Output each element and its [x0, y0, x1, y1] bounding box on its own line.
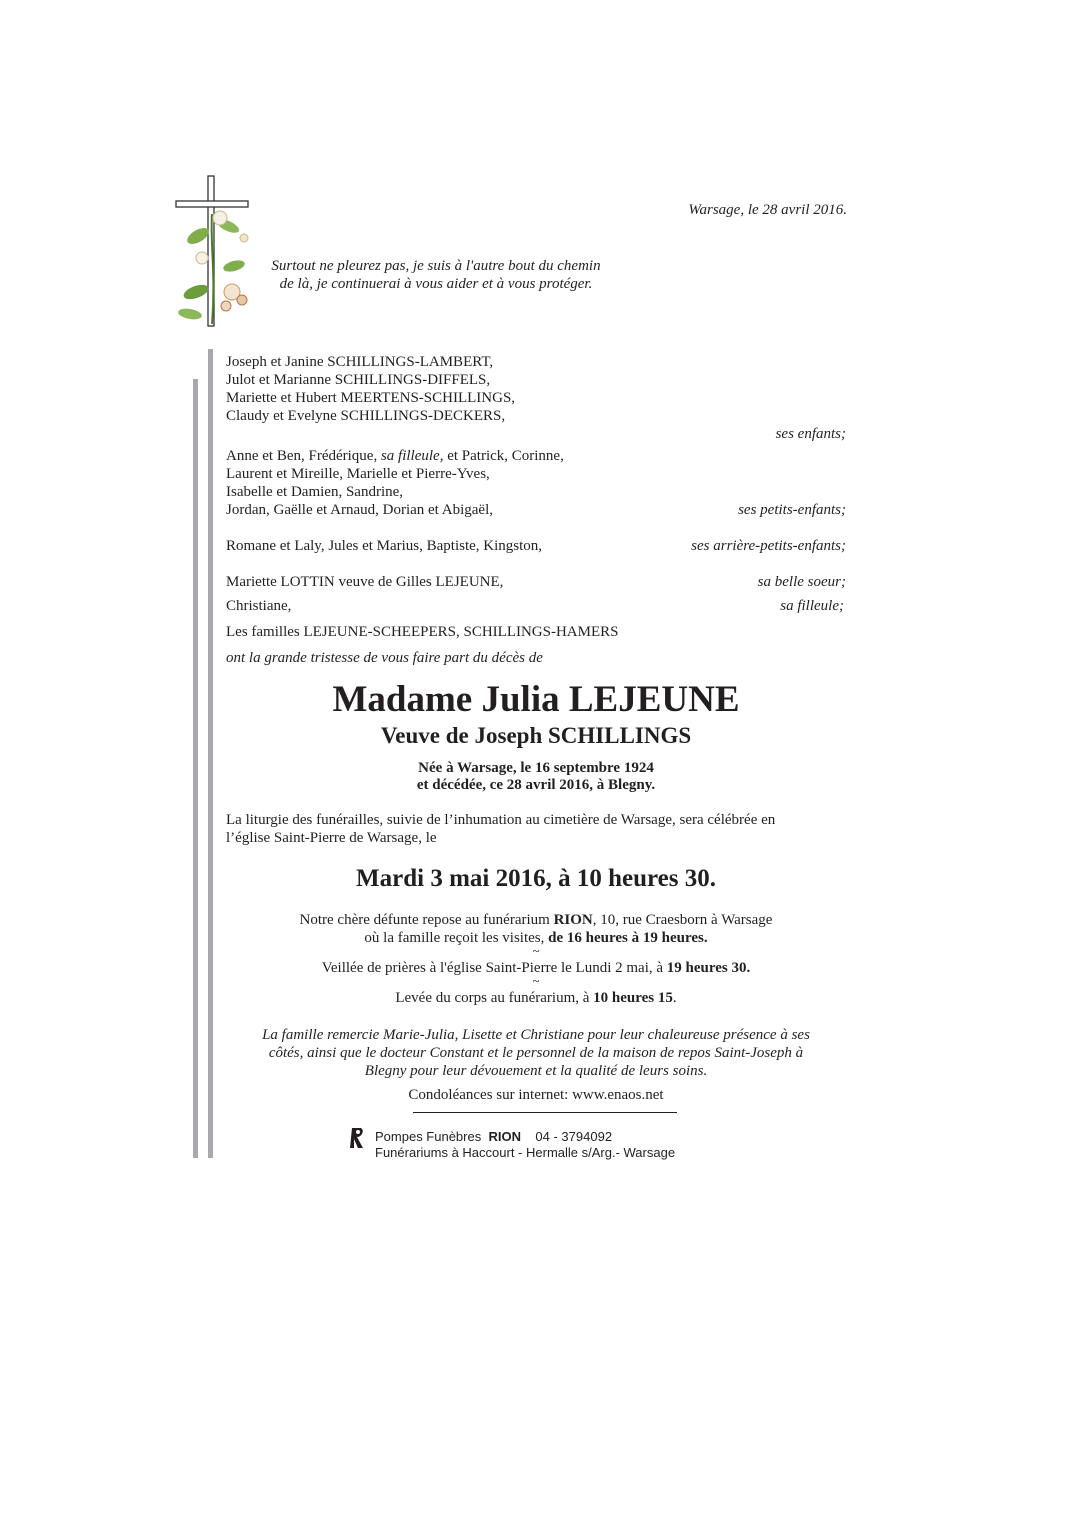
decorative-bar-inner — [208, 349, 213, 1158]
condolences-line: Condoléances sur internet: www.enaos.net — [408, 1087, 664, 1103]
funeral-home-label: Pompes Funèbres — [375, 1129, 482, 1144]
grandchild-line-4: Jordan, Gaëlle et Arnaud, Dorian et Abigaël, — [226, 502, 493, 518]
great-grandchildren-relation: ses arrière-petits-enfants; — [691, 538, 846, 554]
liturgy-line-2: l’église Saint-Pierre de Warsage, le — [226, 830, 437, 846]
quote-line-1: Surtout ne pleurez pas, je suis à l'autre bout du chemin — [271, 258, 601, 274]
sister-in-law-line: Mariette LOTTIN veuve de Gilles LEJEUNE, — [226, 574, 504, 590]
funeral-home-logo-icon — [349, 1127, 366, 1149]
visitation-hours-label: où la famille reçoit les visites, — [364, 930, 549, 946]
divider — [413, 1112, 677, 1113]
children-relation: ses enfants; — [775, 426, 846, 442]
birth-line: Née à Warsage, le 16 septembre 1924 — [418, 760, 654, 776]
death-line: et décédée, ce 28 avril 2016, à Blegny. — [416, 777, 656, 793]
separator-tilde-2: ~ — [532, 973, 540, 988]
grandchild-line-1 — [226, 447, 564, 465]
grandchild-line-1-b: et Patrick, Corinne, — [443, 448, 564, 464]
date-line: Warsage, le 28 avril 2016. — [688, 202, 847, 218]
families-line: Les familles LEJEUNE-SCHEEPERS, SCHILLINGS-HAMERS — [226, 624, 619, 640]
goddaughter-line: Christiane, — [226, 598, 292, 614]
widow-of: Veuve de Joseph SCHILLINGS — [380, 723, 692, 748]
funeral-home-name: RION — [488, 1129, 521, 1144]
great-grandchildren-line: Romane et Laly, Jules et Marius, Baptiste, Kingston, — [226, 538, 543, 554]
grandchild-line-1-a: Anne et Ben, Frédérique, — [226, 448, 381, 464]
sister-in-law-relation: sa belle soeur; — [757, 574, 846, 590]
grandchild-line-3: Isabelle et Damien, Sandrine, — [226, 484, 404, 500]
funerarium-name: RION — [553, 912, 593, 928]
grandchildren-relation: ses petits-enfants; — [738, 502, 846, 518]
levee-period: . — [672, 990, 677, 1006]
child-line-2: Julot et Marianne SCHILLINGS-DIFFELS, — [226, 372, 491, 388]
levee-line — [226, 989, 846, 1007]
vigil-text: Veillée de prières à l'église Saint-Pierre le Lundi 2 mai, à — [321, 960, 667, 976]
ceremony-date: Mardi 3 mai 2016, à 10 heures 30. — [356, 865, 716, 892]
quote-line-2: de là, je continuerai à vous aider et à vous protéger. — [279, 276, 593, 292]
visitation-text-a: Notre chère défunte repose au funérarium — [299, 912, 554, 928]
levee-text: Levée du corps au funérarium, à — [395, 990, 594, 1006]
liturgy-line-1: La liturgie des funérailles, suivie de l’inhumation au cimetière de Warsage, sera célébrée en — [226, 812, 776, 828]
cross-flower-icon — [172, 174, 270, 332]
funeral-home-phone: 04 - 3794092 — [535, 1129, 613, 1144]
goddaughter-note: sa filleule, — [380, 448, 444, 464]
visitation-text-c: , 10, rue Craesborn à Warsage — [592, 912, 773, 928]
grandchild-line-2: Laurent et Mireille, Marielle et Pierre-Yves, — [226, 466, 490, 482]
thanks-line-1: La famille remercie Marie-Julia, Lisette et Christiane pour leur chaleureuse présence à ses — [262, 1027, 810, 1043]
decorative-bar-outer — [193, 379, 198, 1158]
thanks-line-2: côtés, ainsi que le docteur Constant et le personnel de la maison de repos Saint-Joseph à — [268, 1045, 804, 1061]
funeral-home-locations: Funérariums à Haccourt - Hermalle s/Arg.- Warsage — [375, 1145, 676, 1160]
visitation-line-1 — [226, 911, 846, 929]
visitation-hours: de 16 heures à 19 heures. — [548, 930, 708, 946]
goddaughter-relation: sa filleule; — [780, 598, 844, 614]
funeral-home-line-1 — [375, 1129, 612, 1144]
levee-time: 10 heures 15 — [593, 990, 673, 1006]
child-line-1: Joseph et Janine SCHILLINGS-LAMBERT, — [226, 354, 494, 370]
child-line-4: Claudy et Evelyne SCHILLINGS-DECKERS, — [226, 408, 506, 424]
announcement-line: ont la grande tristesse de vous faire part du décès de — [226, 650, 543, 666]
child-line-3: Mariette et Hubert MEERTENS-SCHILLINGS, — [226, 390, 516, 406]
deceased-name: Madame Julia LEJEUNE — [332, 679, 740, 720]
thanks-line-3: Blegny pour leur dévouement et la qualité de leurs soins. — [364, 1063, 708, 1079]
vigil-time: 19 heures 30. — [666, 960, 751, 976]
separator-tilde-1: ~ — [532, 943, 540, 958]
